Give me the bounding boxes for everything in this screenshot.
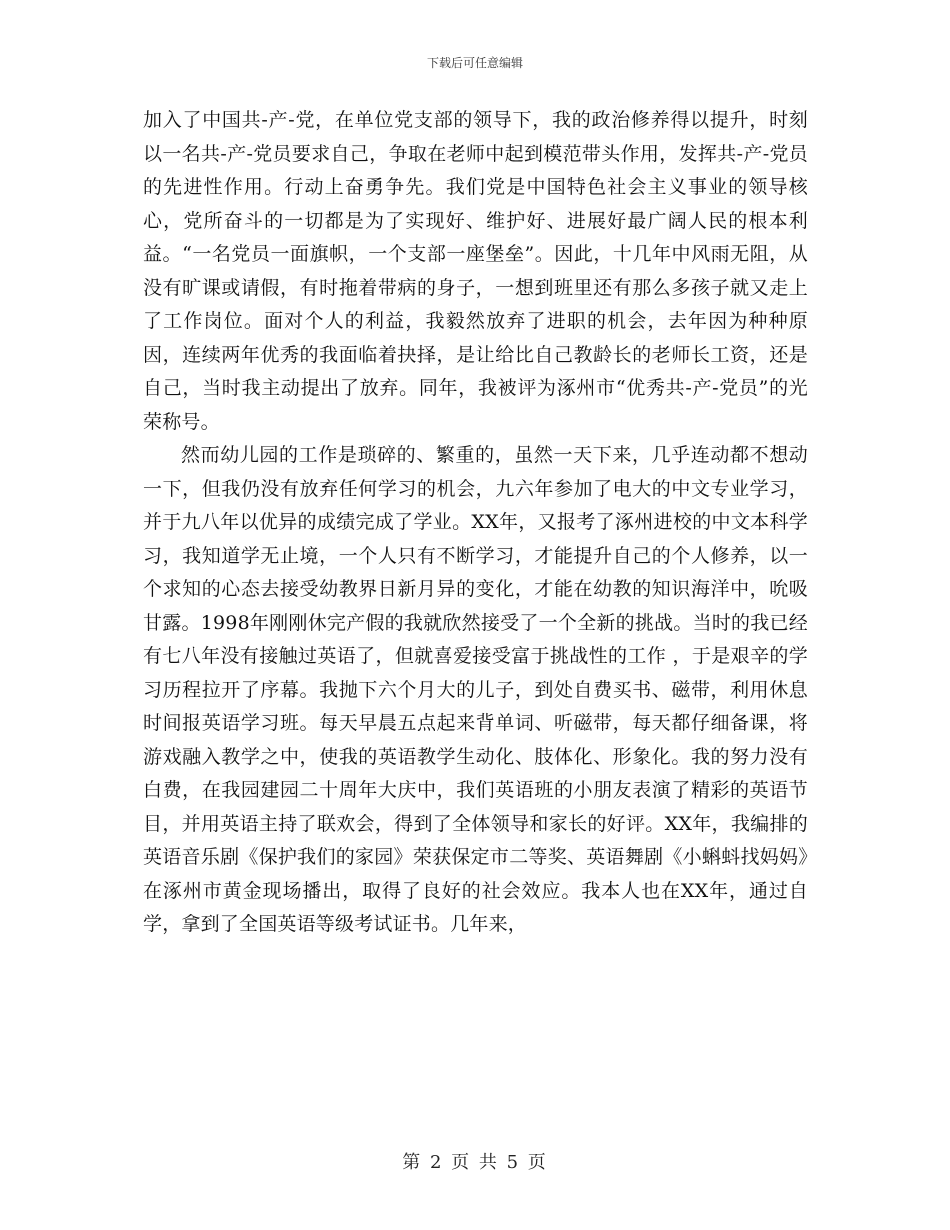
- paragraph-2: 然而幼儿园的工作是琐碎的、繁重的，虽然一天下来，几乎连动都不想动一下，但我仍没有放弃任何学习的机会，九六年参加了电大的中文专业学习，并于九八年以优异的成绩完成了学业。XX年，又报考了涿州进校的中文本科学习，我知道学无止境，一个人只有不断学习，才能提升自己的个人修养，以一个求知的心态去接受幼教界日新月异的变化，才能在幼教的知识海洋中，吮吸甘露。1998年刚刚休完产假的我就欣然接受了一个全新的挑战。当时的我已经有七八年没有接触过英语了，但就喜爱接受富于挑战性的工作 ，于是艰辛的学习历程拉开了序幕。我抛下六个月大的儿子，到处自费买书、磁带，利用休息时间报英语学习班。每天早晨五点起来背单词、听磁带，每天都仔细备课，将游戏融入教学之中，使我的英语教学生动化、肢体化、形象化。我的努力没有白费，在我园建园二十周年大庆中，我们英语班的小朋友表演了精彩的英语节目，并用英语主持了联欢会，得到了全体领导和家长的好评。XX年，我编排的英语音乐剧《保护我们的家园》荣获保定市二等奖、英语舞剧《小蝌蚪找妈妈》在涿州市黄金现场播出，取得了良好的社会效应。我本人也在XX年，通过自学，拿到了全国英语等级考试证书。几年来，: [143, 444, 808, 935]
- paragraph-1: 加入了中国共-产-党，在单位党支部的领导下，我的政治修养得以提升，时刻以一名共-产-党员要求自己，争取在老师中起到模范带头作用，发挥共-产-党员的先进性作用。行动上奋勇争先。我们党是中国特色社会主义事业的领导核心，党所奋斗的一切都是为了实现好、维护好、进展好最广阔人民的根本利益。“一名党员一面旗帜，一个支部一座堡垒”。因此，十几年中风雨无阻，从没有旷课或请假，有时拖着带病的身子，一想到班里还有那么多孩子就又走上了工作岗位。面对个人的利益，我毅然放弃了进职的机会，去年因为种种原因，连续两年优秀的我面临着抉择，是让给比自己教龄长的老师长工资，还是自己，当时我主动提出了放弃。同年，我被评为涿州市“优秀共-产-党员”的光荣称号。: [143, 109, 808, 433]
- header-note: 下载后可任意编辑: [426, 56, 523, 70]
- page-number-label: 第 2 页 共 5 页: [402, 1152, 548, 1173]
- page-footer: [0, 1148, 950, 1174]
- document-body: [143, 104, 808, 942]
- page-header: [0, 54, 950, 71]
